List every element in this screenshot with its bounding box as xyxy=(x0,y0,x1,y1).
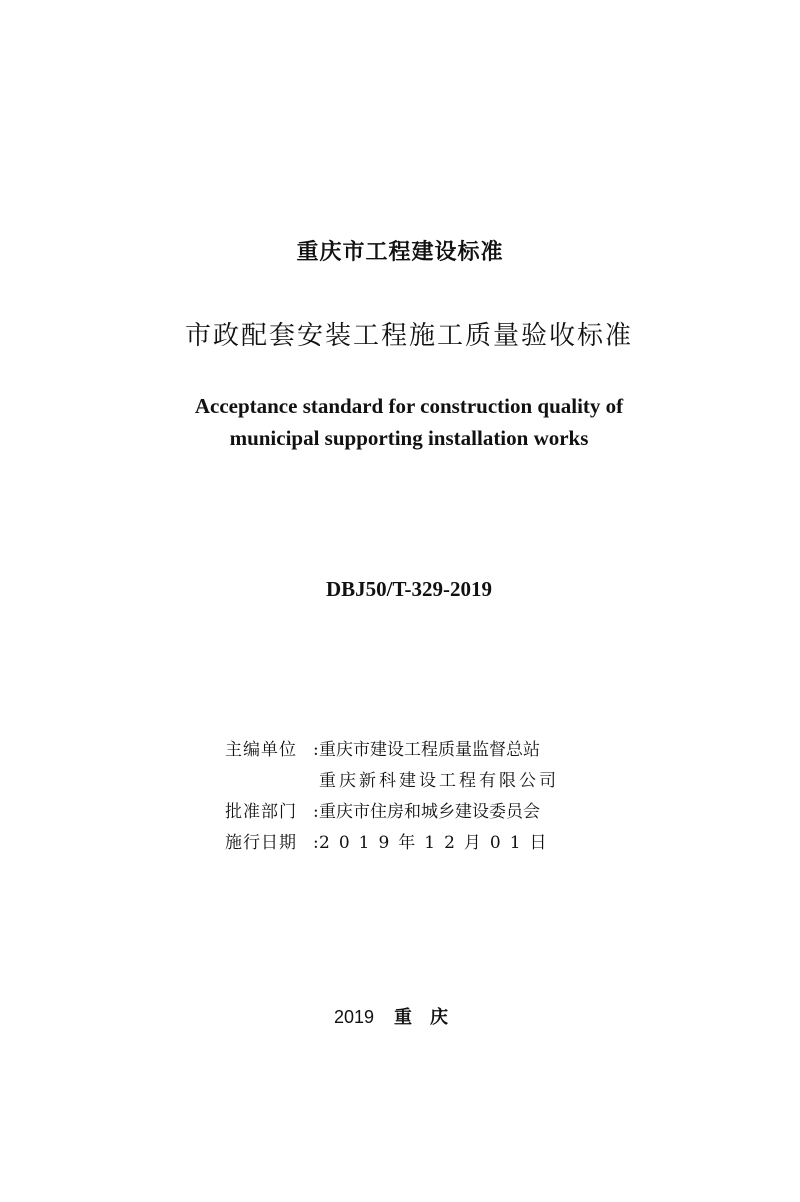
editor-row-2 xyxy=(225,766,559,797)
title-english-line-1: Acceptance standard for construction quality of xyxy=(194,394,624,418)
effective-colon: : xyxy=(313,833,319,853)
approval-dept: 重庆市住房和城乡建设委员会 xyxy=(319,802,540,822)
effective-label: 施行日期 xyxy=(225,833,297,853)
footer-year: 2019 xyxy=(333,1007,375,1027)
title-english xyxy=(0,390,800,454)
title-chinese: 市政配套安装工程施工质量验收标准 xyxy=(184,321,633,351)
editor-label: 主编单位 xyxy=(225,740,297,760)
approval-row xyxy=(225,797,559,828)
effective-row xyxy=(225,828,559,859)
editor-unit-2: 重庆新科建设工程有限公司 xyxy=(319,771,559,791)
publication-info xyxy=(225,735,559,859)
editor-row xyxy=(225,735,559,766)
editor-colon: : xyxy=(313,740,319,760)
standard-code: DBJ50/T-329-2019 xyxy=(325,577,493,601)
series-title: 重庆市工程建设标准 xyxy=(296,240,504,265)
effective-date: 2019年12月01日 xyxy=(319,833,556,853)
footer-imprint xyxy=(0,1004,800,1031)
editor-unit-1: 重庆市建设工程质量监督总站 xyxy=(319,740,540,760)
approval-label: 批准部门 xyxy=(225,802,297,822)
approval-colon: : xyxy=(313,802,319,822)
title-english-line-2: municipal supporting installation works xyxy=(229,426,589,450)
footer-city: 重庆 xyxy=(394,1007,467,1028)
